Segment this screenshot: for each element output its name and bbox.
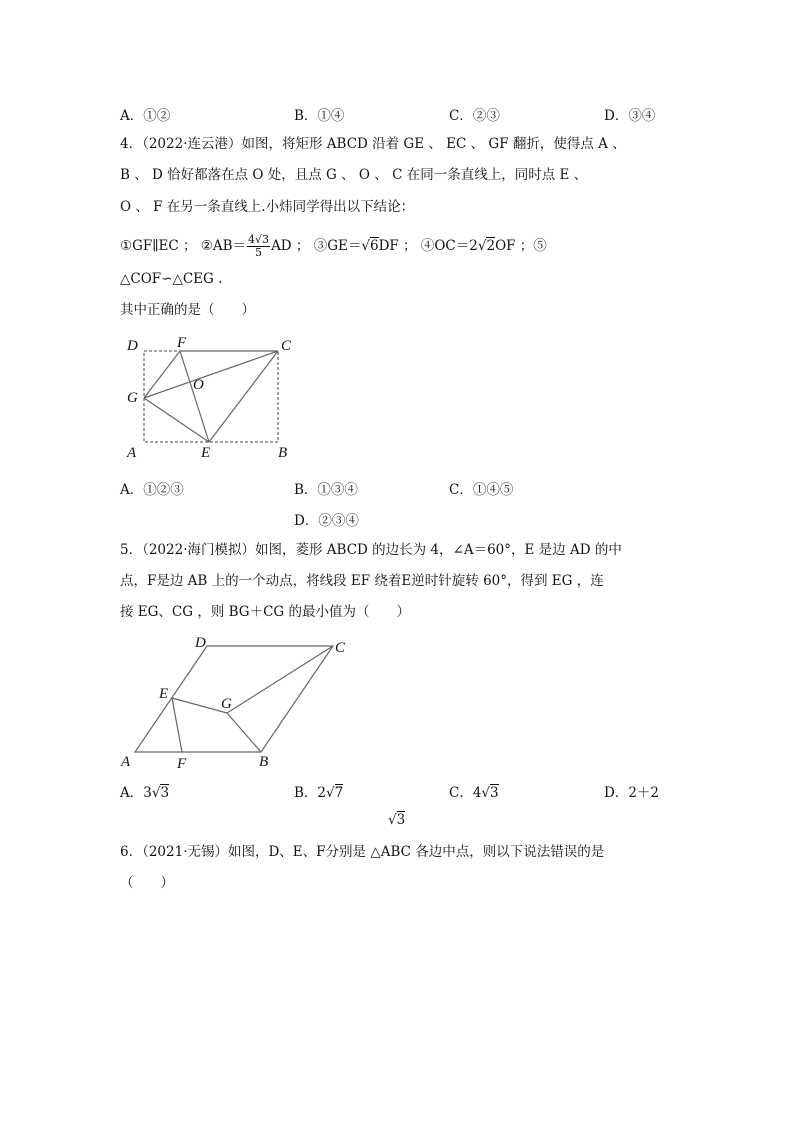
q4-conclusion-2-right: AD ；	[271, 238, 310, 254]
q5-segment-gc	[227, 646, 333, 713]
q5-segment-eg	[172, 698, 227, 713]
q4-label-o: O	[193, 377, 204, 393]
sqrt-sign-icon: √	[477, 238, 487, 254]
q4-stem-line-2: B 、 D 恰好都落在点 O 处，且点 G 、 O 、 C 在同一条直线上，同时点 E 、	[120, 167, 588, 183]
q4-option-b: B．①③④	[294, 482, 358, 498]
q4-option-c: C．①④⑤	[449, 482, 514, 498]
sqrt-sign-icon: √	[361, 238, 370, 254]
q5-option-d-continuation	[388, 812, 405, 828]
q5-option-a	[120, 781, 169, 801]
q5-option-b-text: B．2	[294, 785, 327, 801]
q4-label-g: G	[127, 390, 138, 406]
q5-label-c: C	[335, 640, 346, 656]
q5-label-g: G	[221, 696, 232, 712]
q5-option-c	[449, 781, 499, 801]
q5-segment-ef	[172, 698, 182, 752]
q5-option-c-text: C．4	[449, 785, 482, 801]
q4-conclusion-5: △COF∽△CEG .	[120, 271, 223, 287]
sqrt-sign-icon: √	[326, 785, 335, 801]
q4-label-a: A	[127, 445, 137, 461]
q4-option-d: D．②③④	[294, 513, 359, 529]
q5-option-c-radicand: 3	[490, 785, 499, 801]
q4-conclusion-3-left: ③GE＝	[313, 238, 362, 254]
q4-prompt: 其中正确的是（ ）	[120, 302, 255, 318]
q5-option-a-radicand: 3	[160, 785, 170, 801]
q5-segment-gb	[227, 713, 261, 752]
q4-label-c: C	[281, 338, 292, 354]
sqrt-sign-icon: √	[151, 785, 161, 801]
sqrt-sign-icon: √	[388, 812, 397, 828]
q5-stem-line-3: 接 EG、CG ，则 BG＋CG 的最小值为（ ）	[120, 604, 410, 620]
q4-label-b: B	[278, 445, 288, 461]
q4-conclusion-4-radicand: 2	[486, 238, 496, 254]
q4-label-e: E	[201, 445, 211, 461]
q6-stem-line-1: 6．（2021·无锡）如图，D、E、F分别是 △ABC 各边中点，则以下说法错误的是	[120, 844, 605, 860]
q4-conclusion-4-left: ④OC＝2	[420, 238, 478, 254]
q4-fraction-denominator: 5	[255, 246, 263, 259]
q5-option-b-radicand: 7	[334, 785, 344, 801]
q4-conclusion-1: ①GF∥EC ；	[120, 238, 197, 254]
q4-option-a: A．①②③	[120, 482, 184, 498]
q5-option-d: D．2＋2	[604, 785, 660, 801]
q5-label-e: E	[159, 686, 169, 702]
q5-label-b: B	[259, 754, 269, 770]
q4-stem-line-1: 4．（2022·连云港）如图，将矩形 ABCD 沿着 GE 、 EC 、 GF 翻折，使得点 A 、	[120, 136, 626, 152]
q3-option-a: A．①②	[120, 108, 171, 124]
q5-label-f: F	[177, 756, 187, 772]
q4-conclusion-4-right: OF ；⑤	[495, 238, 547, 254]
q4-label-f: F	[177, 335, 187, 351]
q4-fraction-numerator: 4√3	[248, 233, 270, 246]
q5-label-d: D	[195, 635, 206, 651]
q4-stem-line-3: O 、 F 在另一条直线上.小炜同学得出以下结论：	[120, 199, 415, 215]
q6-stem-line-2: （ ）	[120, 875, 174, 891]
q5-stem-line-1: 5．（2022·海门模拟）如图，菱形 ABCD 的边长为 4，∠A＝60°，E 是边 AD 的中	[120, 542, 622, 558]
q5-label-a: A	[121, 754, 131, 770]
q3-option-d: D．③④	[604, 108, 656, 124]
q5-option-a-text: A．3	[120, 785, 152, 801]
q4-conclusion-2-left: ②AB＝	[200, 238, 247, 254]
q5-option-b	[294, 781, 343, 801]
q4-label-d: D	[127, 338, 138, 354]
q5-option-d-radicand: 3	[396, 812, 406, 828]
q3-option-c: C．②③	[449, 108, 500, 124]
q4-conclusion-3-radicand: 6	[369, 238, 379, 254]
q3-option-b: B．①④	[294, 108, 345, 124]
q4-conclusion-3-right: DF ；	[378, 238, 417, 254]
q5-stem-line-2: 点，F是边 AB 上的一个动点，将线段 EF 绕着E逆时针旋转 60°，得到 EG ，连	[120, 573, 604, 589]
sqrt-sign-icon: √	[481, 785, 491, 801]
